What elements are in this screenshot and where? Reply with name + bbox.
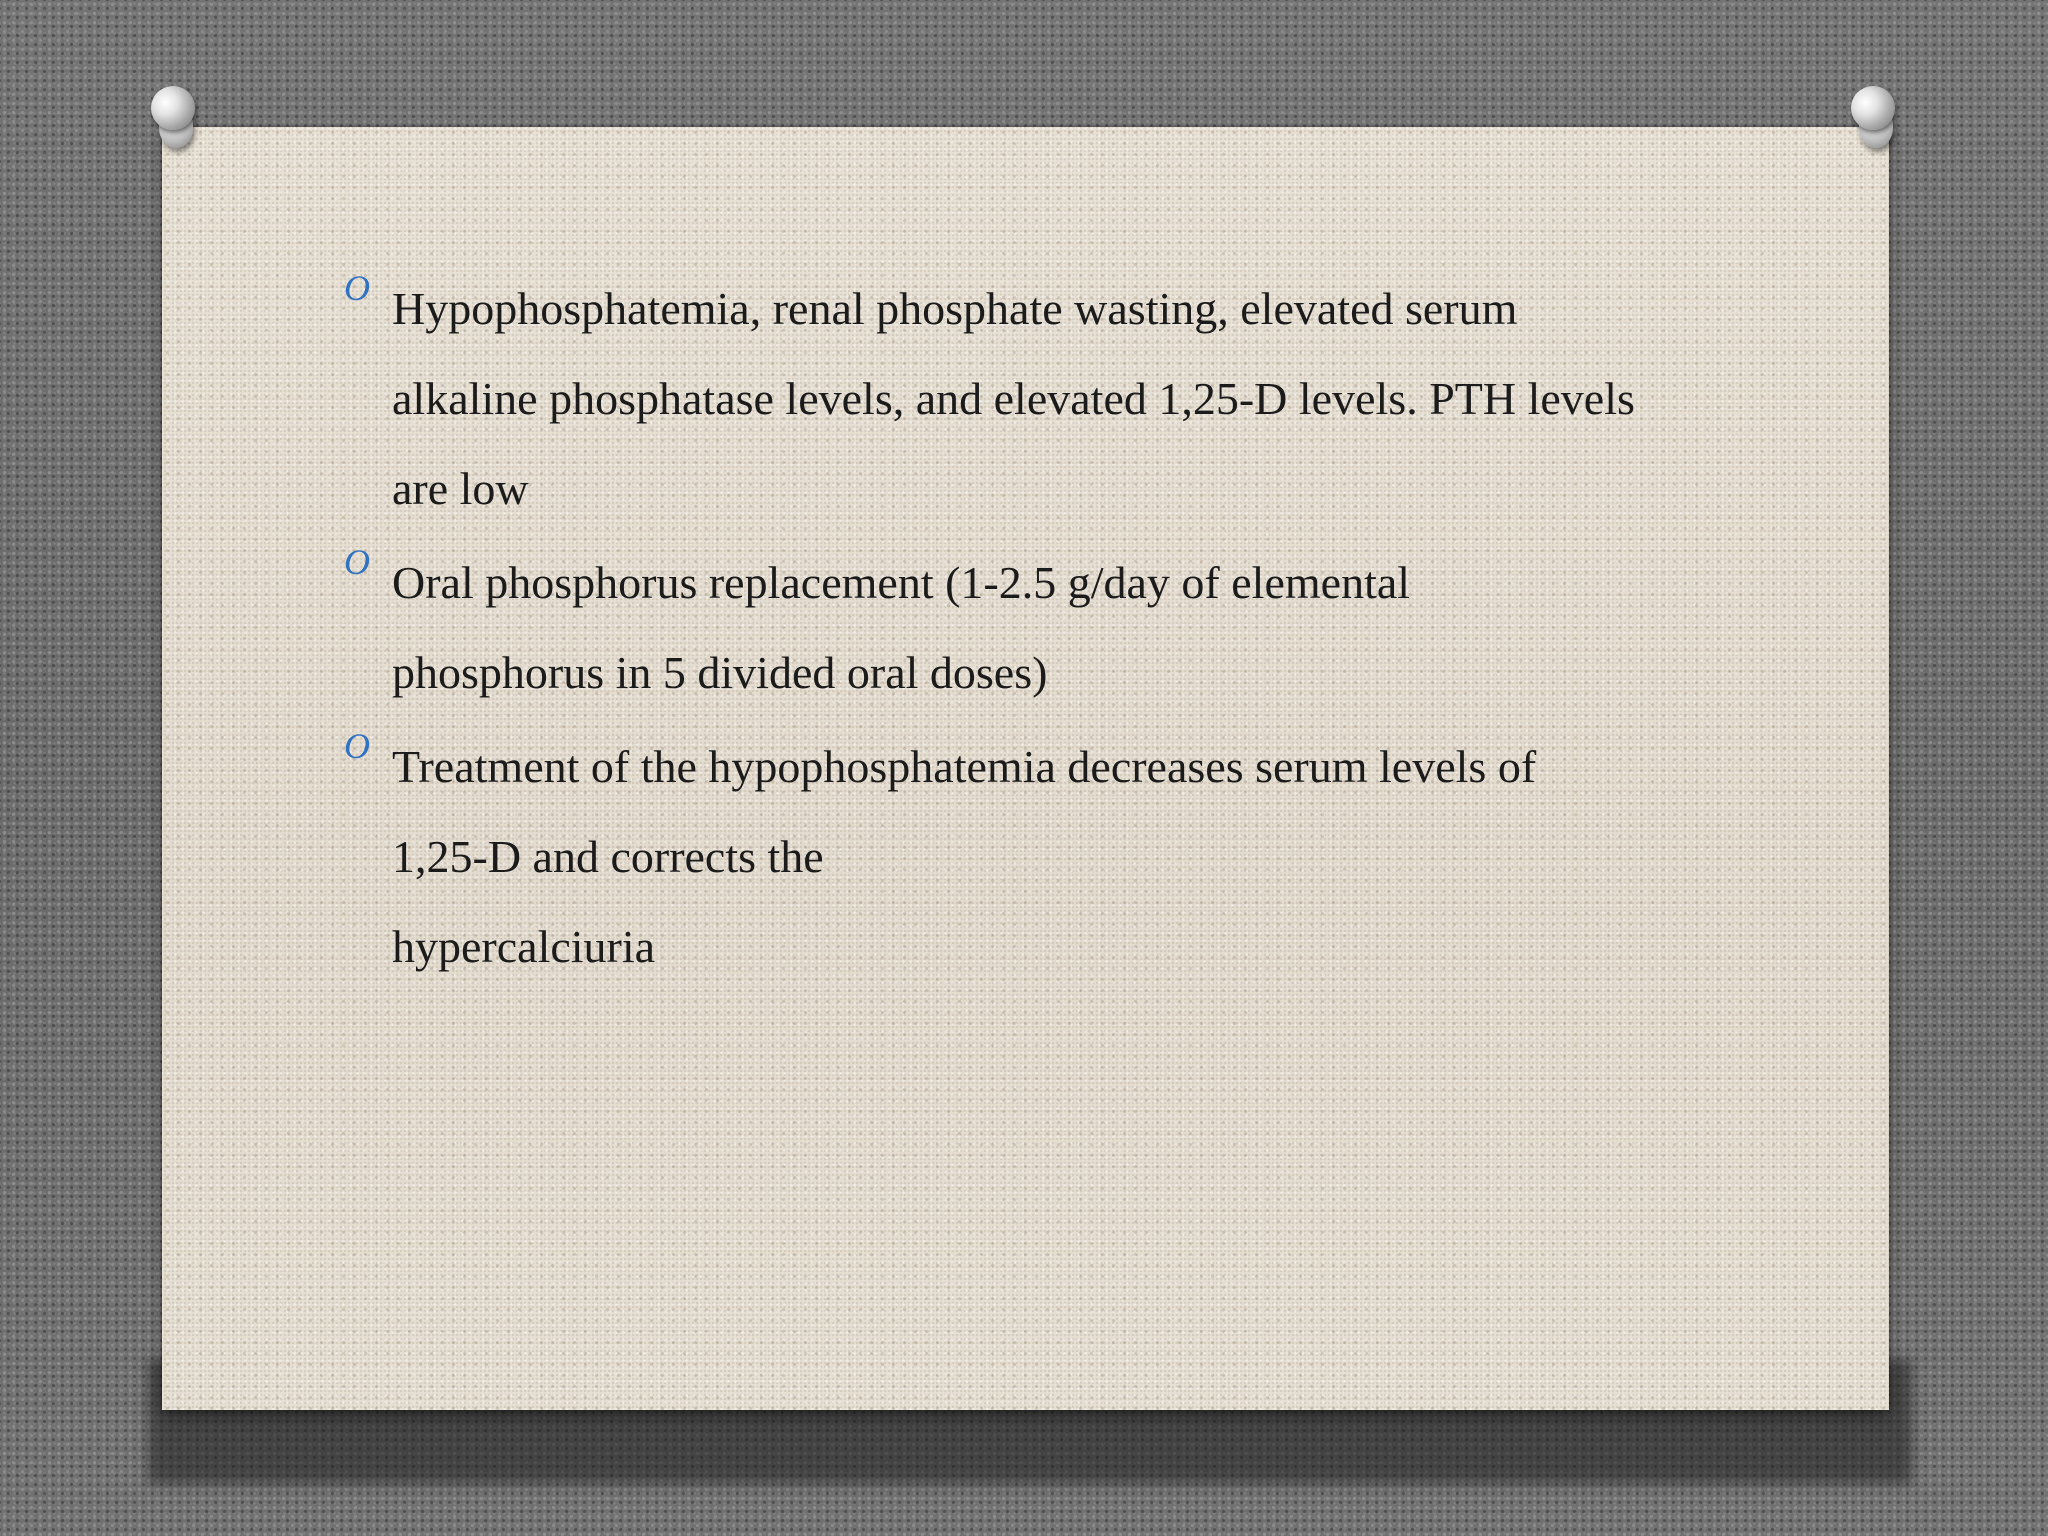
bullet-marker-icon: O [344, 542, 370, 582]
bullet-text [392, 722, 1720, 992]
bullet-line: Treatment of the hypophosphatemia decreases serum levels of [392, 741, 1537, 792]
bullet-item [340, 722, 1720, 992]
bullet-marker-icon: O [344, 268, 370, 308]
bullet-marker-icon: O [344, 726, 370, 766]
bullet-text [392, 538, 1720, 718]
bullet-line: phosphorus in 5 divided oral doses) [392, 647, 1048, 698]
bullet-line: Hypophosphatemia, renal phosphate wasting, elevated serum [392, 283, 1518, 334]
pushpin-icon [1845, 86, 1903, 152]
bullet-line: hypercalciuria [392, 921, 656, 972]
bullet-line: are low [392, 463, 529, 514]
bullet-line: 1,25-D and corrects the [392, 831, 824, 882]
bullet-line: Oral phosphorus replacement (1-2.5 g/day of elemental [392, 557, 1411, 608]
slide-content [340, 268, 1720, 1022]
bullet-item [340, 538, 1720, 718]
bullet-line: alkaline phosphatase levels, and elevated 1,25-D levels. PTH levels [392, 373, 1635, 424]
bullet-text [392, 264, 1720, 534]
pushpin-icon [145, 86, 203, 152]
bullet-item [340, 264, 1720, 534]
